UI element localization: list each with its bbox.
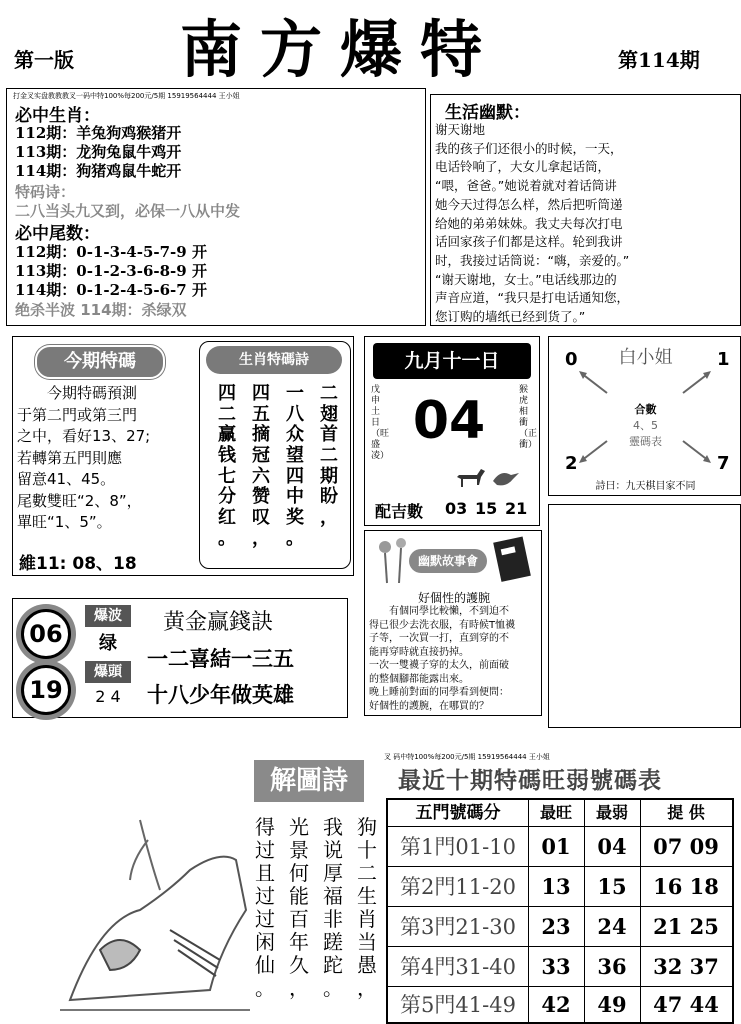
calendar-lucky-number: 21 — [505, 499, 528, 518]
story-panel — [364, 530, 542, 716]
zodiac-line: 112期：羊兔狗鸡猴猪开 — [15, 124, 182, 142]
head-number: 19 — [29, 676, 63, 704]
special-code-text — [17, 383, 195, 534]
humor-line: “喂，爸爸。”她说着就对着话筒讲 — [435, 178, 617, 194]
story-line: 子等，一次買一打，直到穿的不 — [369, 633, 509, 644]
humor-heading: 生活幽默： — [445, 103, 530, 123]
miss-bai-poem: 詩曰：九天棋目家不同 — [595, 481, 696, 492]
golden-line: 一二喜結一三五 — [147, 647, 294, 671]
humor-line: 给她的弟弟妹妹。我丈夫每次打电 — [435, 215, 623, 231]
table-row — [388, 906, 732, 947]
miss-bai-panel — [548, 336, 741, 496]
story-line: 的整個腳都能露出來。 — [369, 673, 469, 685]
table-cell-provide: 32 37 — [653, 954, 719, 979]
zodiac-poem-column: 二 翅 首 二 期 盼 ， — [320, 383, 338, 529]
humor-line: 您订购的墙纸已经到货了。” — [435, 309, 586, 325]
golden-panel — [12, 598, 348, 718]
story-line: 好個性的護腕，在哪買的？ — [369, 700, 489, 712]
table-cell-hot: 33 — [541, 954, 571, 979]
story-line: 得已很少去洗衣服，有時候T恤襪 — [369, 619, 516, 631]
wave-value: 绿 — [99, 633, 117, 654]
wave-label: 爆波 — [85, 605, 131, 627]
horse-icon — [453, 465, 487, 493]
tail-line: 113期：0-1-2-3-6-8-9 开 — [15, 262, 207, 280]
table-cell-cold: 04 — [597, 834, 627, 859]
special-code-line: 若轉第五門則應 — [17, 448, 123, 467]
table-cell-provide: 16 18 — [653, 874, 719, 899]
riddle-column: 得 过 且 过 过 闲 仙 。 — [255, 815, 275, 1000]
story-badge: 幽默故事會 — [409, 549, 487, 573]
miss-bai-combo-label: 合數 — [634, 403, 657, 416]
table-header-cell: 五門號碼分 — [415, 803, 501, 823]
wave-line: 绝杀半波 114期：杀绿双 — [15, 301, 187, 319]
table-row — [388, 986, 732, 1023]
table-cell-range: 第5門41-49 — [400, 993, 516, 1017]
table-cell-cold: 24 — [597, 914, 627, 939]
humor-line: 时，我接过话筒说：“嗨，亲爱的。” — [435, 252, 630, 268]
story-body — [369, 605, 539, 713]
calendar-left-note: 戊申土日（旺盛凌） — [371, 385, 390, 461]
special-line: 二八当头九又到，必保一八从中发 — [15, 202, 241, 220]
zodiac-poem-column: 四 五 摘 冠 六 赞 叹 ， — [252, 383, 270, 549]
miss-bai-title: 白小姐 — [618, 347, 673, 368]
table-row — [388, 946, 732, 987]
table-cell-hot: 13 — [541, 874, 571, 899]
table-row — [388, 826, 732, 867]
table-cell-hot: 42 — [541, 992, 571, 1017]
table-cell-range: 第1門01-10 — [400, 835, 516, 859]
riddle-column: 狗 十 二 生 肖 当 愚 ， — [357, 815, 377, 1000]
riddle-column: 光 景 何 能 百 年 久 ， — [289, 815, 309, 1000]
calendar-day: 04 — [412, 391, 486, 451]
table-cell-range: 第4門31-40 — [400, 955, 516, 979]
special-code-line: 今期特碼預測 — [47, 384, 138, 402]
miss-bai-number: 7 — [717, 453, 730, 474]
table-cell-cold: 36 — [597, 954, 627, 979]
humor-line: 谢天谢地 — [435, 122, 486, 137]
special-code-badge-label: 今期特碼 — [64, 351, 136, 372]
table-header-row — [388, 800, 732, 826]
calendar-header — [373, 343, 531, 379]
special-code-line: 尾數雙旺“2、8”， — [17, 491, 142, 510]
table-cell-provide: 47 44 — [653, 992, 719, 1017]
special-code-line: 于第二門或第三門 — [17, 405, 138, 424]
miss-bai-code-label: 靈碼表 — [629, 435, 662, 448]
calendar-lucky-number: 15 — [475, 499, 498, 518]
table-header-cell: 最弱 — [595, 803, 628, 822]
calendar-panel — [364, 336, 540, 526]
edition-label: 第一版 — [14, 48, 74, 72]
special-code-cut-line: 維11: 08、18 — [19, 554, 137, 574]
humor-line: 她今天过得怎么样，然后把听筒递 — [435, 196, 623, 212]
table-header-cell: 最旺 — [539, 803, 572, 822]
humor-line: 电话铃响了，大女儿拿起话筒， — [435, 159, 611, 175]
prediction-panel — [6, 88, 426, 326]
story-line: 有個同學比較懶，不到迫不 — [389, 606, 509, 617]
blank-panel — [548, 504, 741, 728]
zodiac-poem-box — [199, 341, 351, 569]
miss-bai-number: 1 — [717, 349, 730, 370]
story-line: 一次一雙襪子穿的太久，前面破 — [369, 660, 509, 671]
story-line: 能再穿時就直接扔掉。 — [369, 646, 469, 658]
zodiac-poem-badge — [206, 346, 342, 374]
wave-number: 06 — [29, 620, 63, 648]
humor-line: 话回家孩子们都是这样。轮到我讲 — [435, 234, 623, 250]
golden-line: 十八少年做英雄 — [147, 683, 294, 707]
special-code-badge — [35, 345, 165, 379]
zodiac-poem-column: 四 二 赢 钱 七 分 红 。 — [218, 383, 236, 549]
story-line: 晚上睡前對面的同學看到便問： — [369, 687, 509, 698]
humor-body — [435, 121, 739, 327]
forecast-panel — [12, 336, 354, 576]
table-cell-range: 第2門11-20 — [400, 875, 516, 899]
humor-line: “谢天谢地，女士。”电话线那边的 — [435, 271, 617, 287]
miss-bai-combo-value: 4、5 — [633, 419, 658, 432]
tail-line: 112期：0-1-3-4-5-7-9 开 — [15, 243, 207, 261]
calendar-date: 九月十一日 — [404, 350, 500, 372]
book-icon — [493, 535, 533, 583]
table-header-cell: 提 供 — [667, 803, 705, 822]
landscape-illustration — [60, 800, 250, 1024]
table-title: 最近十期特碼旺弱號碼表 — [398, 767, 662, 794]
special-heading: 特码诗： — [15, 183, 76, 201]
table-cell-hot: 23 — [541, 914, 571, 939]
tail-line: 114期：0-1-2-4-5-6-7 开 — [15, 281, 207, 299]
fine-print: 打金叉实盘教教教叉一码中特100%每200元/5期 15919564444 王小姐 — [13, 92, 240, 100]
head-value: 2 4 — [95, 687, 121, 706]
table-fine-print: 叉 码中特100%每200元/5期 15919564444 王小姐 — [384, 753, 550, 761]
humor-line: 声音应道，“我只是打电话通知您， — [435, 290, 629, 306]
zodiac-poem-badge-label: 生肖特碼詩 — [239, 352, 309, 368]
humor-line: 我的孩子们还很小的时候，一天， — [435, 140, 623, 156]
issue-number: 第114期 — [618, 48, 700, 72]
miss-bai-number: 0 — [565, 349, 578, 370]
special-code-line: 單旺“1、5”。 — [17, 513, 112, 531]
zodiac-line: 113期：龙狗兔鼠牛鸡开 — [15, 143, 182, 161]
table-row — [388, 866, 732, 907]
zodiac-line: 114期：狗猪鸡鼠牛蛇开 — [15, 162, 182, 180]
humor-panel — [430, 94, 741, 326]
story-title: 好個性的護腕 — [417, 591, 490, 605]
riddle-badge: 解圖詩 — [254, 760, 364, 802]
newspaper-title: 南方爆特 — [179, 13, 500, 86]
table-cell-cold: 15 — [597, 874, 627, 899]
table-cell-provide: 21 25 — [653, 914, 719, 939]
table-cell-cold: 49 — [597, 992, 627, 1017]
table-cell-range: 第3門21-30 — [400, 915, 516, 939]
zodiac-heading: 必中生肖： — [15, 106, 100, 126]
head-number-circle — [21, 665, 71, 715]
bird-icon — [491, 467, 521, 491]
special-code-line: 留意41、45。 — [17, 470, 116, 488]
table-cell-hot: 01 — [541, 834, 571, 859]
zodiac-poem-column: 一 八 众 望 四 中 奖 。 — [286, 383, 304, 549]
wave-number-circle — [21, 609, 71, 659]
miss-bai-number: 2 — [565, 453, 578, 474]
calendar-lucky-label: 配吉數 — [375, 502, 424, 521]
golden-title: 黄金赢錢訣 — [163, 610, 274, 635]
head-label: 爆頭 — [85, 661, 131, 683]
special-code-line: 之中，看好13、27; — [17, 427, 151, 445]
tail-heading: 必中尾数： — [15, 224, 100, 244]
calendar-right-note: 猴虎相衝（正衝） — [519, 385, 538, 450]
calendar-lucky-number: 03 — [445, 499, 468, 518]
table-cell-provide: 07 09 — [653, 834, 719, 859]
riddle-column: 我 说 厚 福 非 蹉 跎 。 — [323, 815, 343, 1000]
hot-cold-table — [386, 798, 734, 1024]
